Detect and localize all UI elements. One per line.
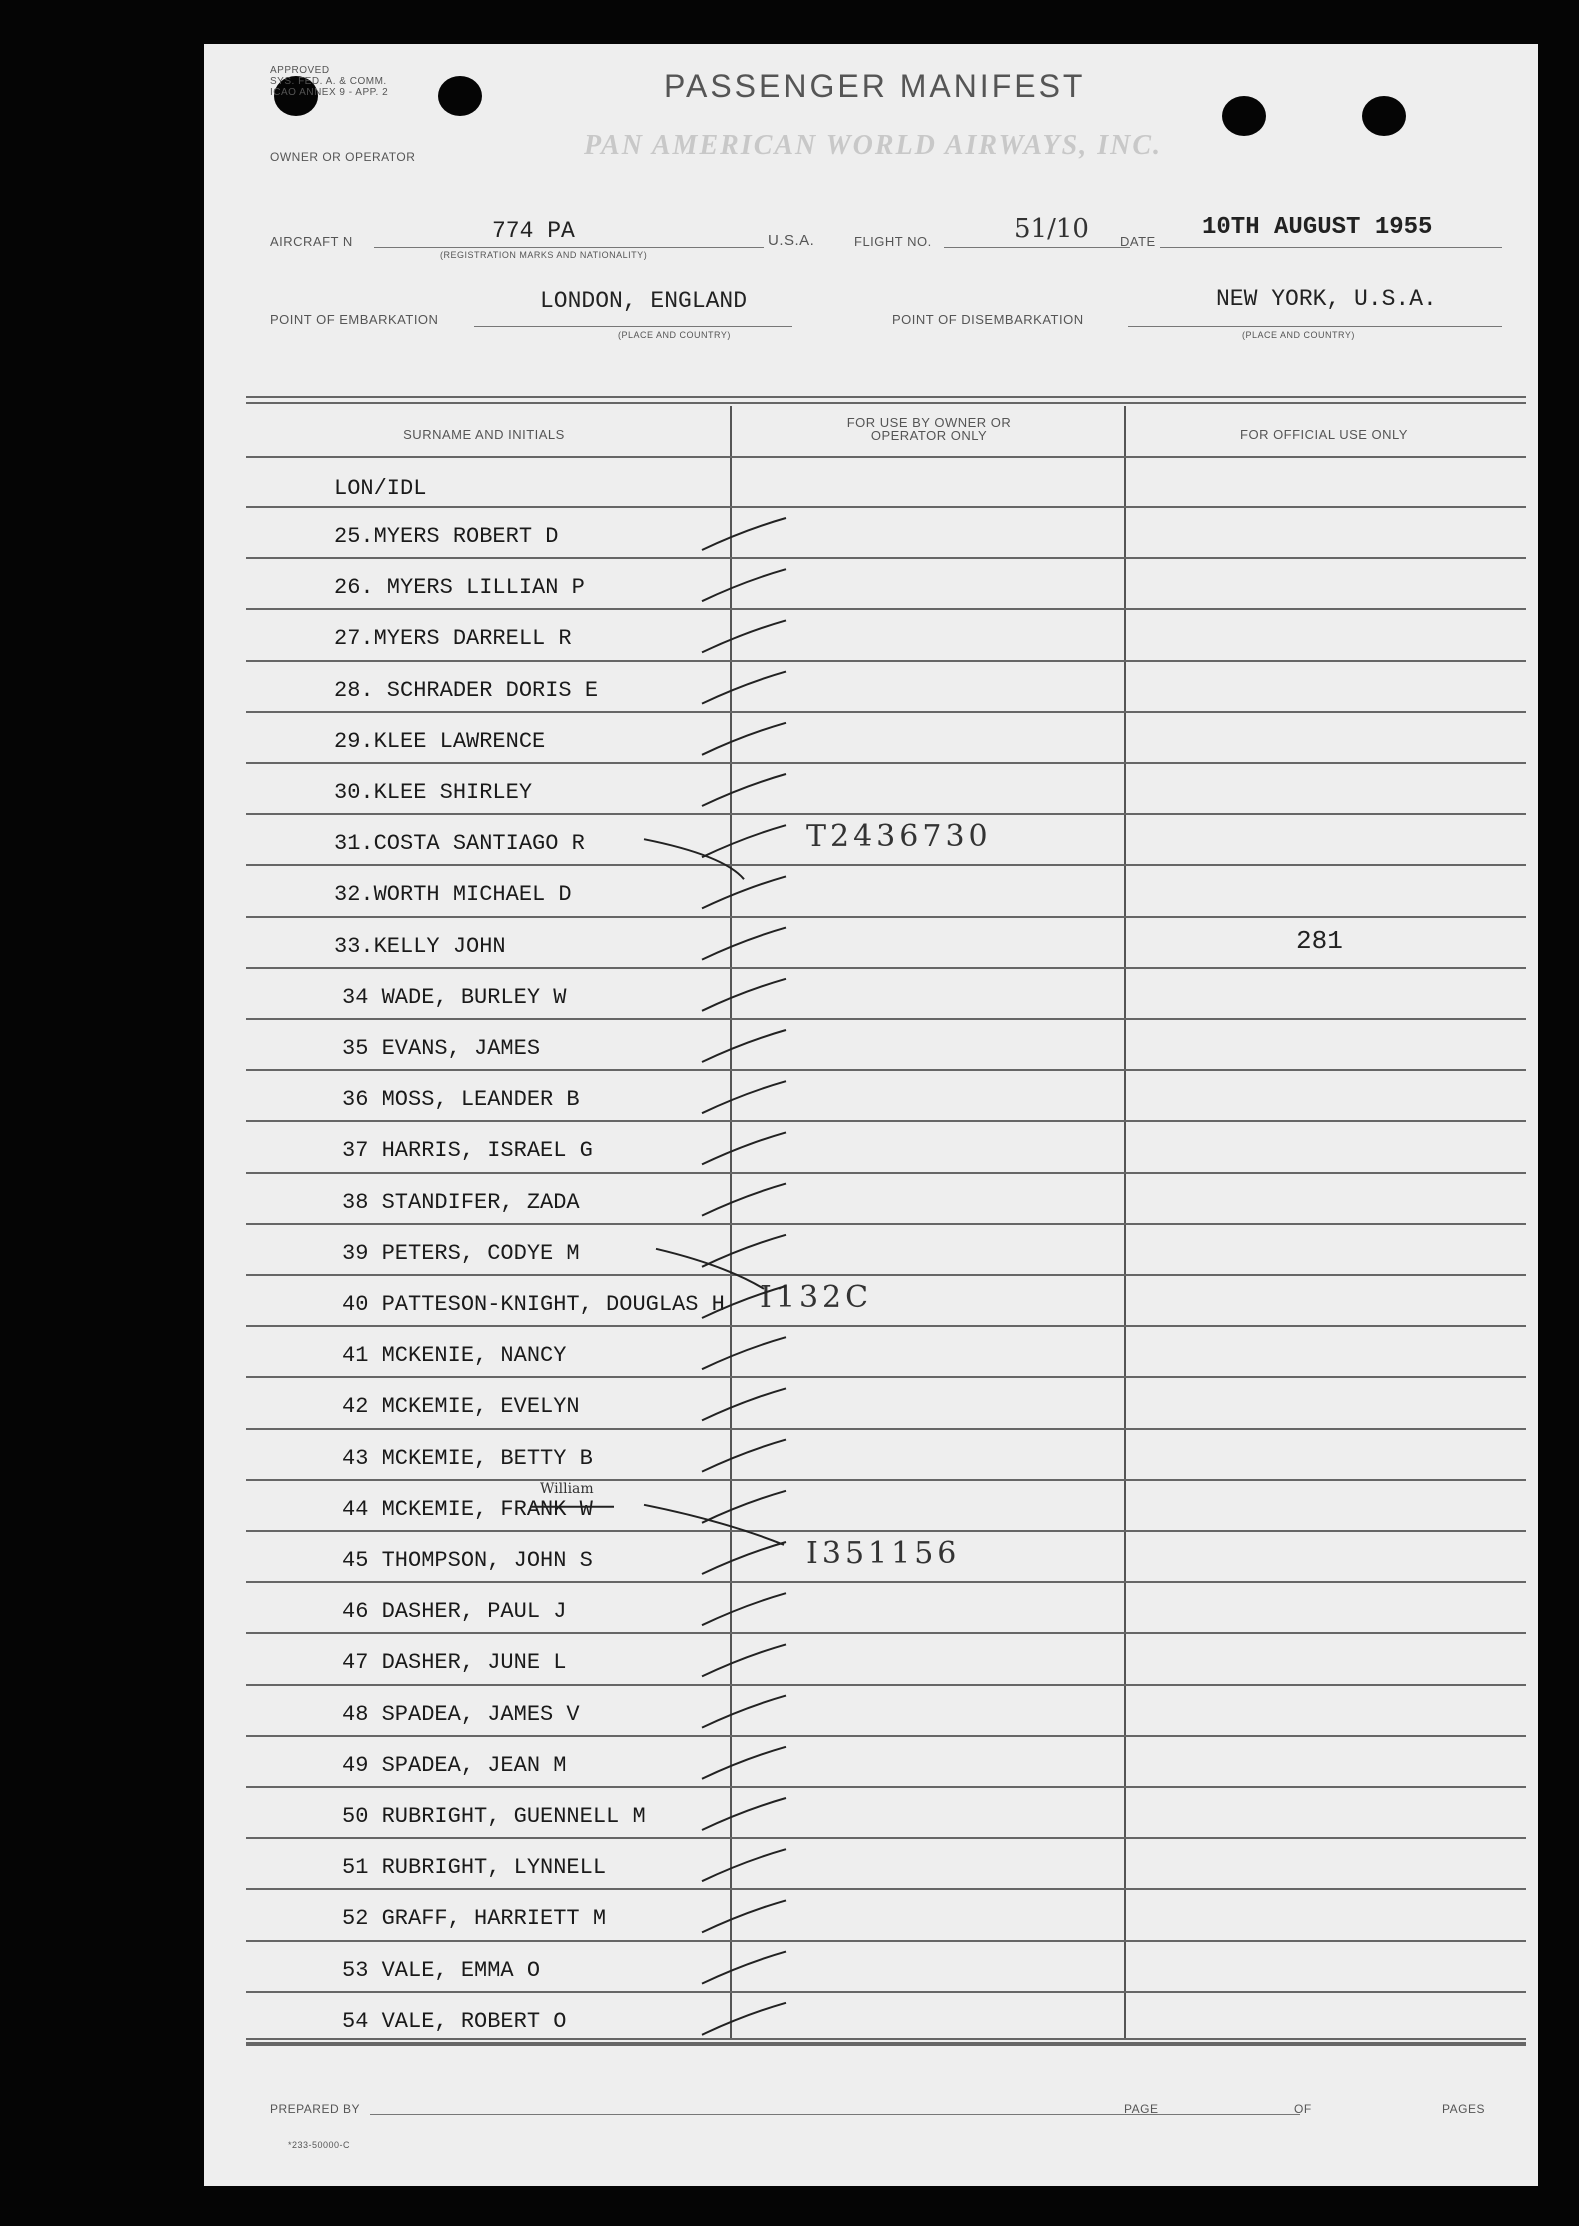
route-code: LON/IDL <box>334 476 427 501</box>
passenger-name: 43 MCKEMIE, BETTY B <box>342 1445 593 1471</box>
check-tick <box>702 1030 786 1062</box>
passenger-name: 42 MCKEMIE, EVELYN <box>342 1394 580 1420</box>
passenger-name: 53 VALE, EMMA O <box>342 1957 541 1983</box>
disembark-caption: (PLACE AND COUNTRY) <box>1242 330 1355 340</box>
check-tick <box>702 569 786 601</box>
passenger-name: 52 GRAFF, HARRIETT M <box>342 1906 607 1932</box>
aircraft-value: 774 PA <box>492 218 575 244</box>
pages-label: PAGES <box>1442 2102 1485 2116</box>
passenger-name: 29.KLEE LAWRENCE <box>334 728 546 754</box>
passenger-name: 39 PETERS, CODYE M <box>342 1240 580 1266</box>
embark-caption: (PLACE AND COUNTRY) <box>618 330 731 340</box>
check-tick <box>702 825 786 857</box>
passenger-name: 27.MYERS DARRELL R <box>334 626 572 652</box>
check-tick <box>702 1132 786 1164</box>
prepared-by-label: PREPARED BY <box>270 2102 360 2116</box>
passenger-name: 47 DASHER, JUNE L <box>342 1650 567 1676</box>
handwritten-correction: William <box>540 1480 594 1497</box>
check-tick <box>702 979 786 1011</box>
passenger-name: 26. MYERS LILLIAN P <box>334 575 585 601</box>
form-number: *233-50000-C <box>288 2140 351 2150</box>
owner-note: I351156 <box>806 1536 961 1571</box>
connector-stroke <box>656 1249 764 1289</box>
date-value: 10TH AUGUST 1955 <box>1202 214 1433 241</box>
column-header-owner: FOR USE BY OWNER OR OPERATOR ONLY <box>846 415 1012 443</box>
check-tick <box>702 876 786 908</box>
operator-name: PAN AMERICAN WORLD AIRWAYS, INC. <box>584 130 1163 161</box>
passenger-name: 46 DASHER, PAUL J <box>342 1599 567 1625</box>
date-label: DATE <box>1120 234 1156 249</box>
usa-label: U.S.A. <box>768 232 815 249</box>
passenger-name: 28. SCHRADER DORIS E <box>334 677 599 703</box>
column-header-name: SURNAME AND INITIALS <box>403 427 565 442</box>
approval-stamp-line: APPROVED <box>270 65 330 76</box>
owner-note: T2436730 <box>806 819 992 855</box>
check-tick <box>702 1286 786 1318</box>
check-tick <box>702 1798 786 1830</box>
passenger-name: 36 MOSS, LEANDER B <box>342 1087 580 1113</box>
check-tick <box>702 928 786 960</box>
column-header-official: FOR OFFICIAL USE ONLY <box>1240 427 1408 442</box>
passenger-name: 31.COSTA SANTIAGO R <box>334 831 585 857</box>
form-title: PASSENGER MANIFEST <box>664 68 1086 104</box>
passenger-name: 25.MYERS ROBERT D <box>334 524 559 549</box>
page-label: PAGE <box>1124 2102 1159 2116</box>
flight-value: 51/10 <box>1014 214 1089 244</box>
passenger-name: 44 MCKEMIE, FRANK W <box>342 1496 593 1522</box>
check-tick <box>702 1952 786 1984</box>
registration-caption: (REGISTRATION MARKS AND NATIONALITY) <box>440 250 648 260</box>
official-note: 281 <box>1296 925 1343 956</box>
check-tick <box>702 620 786 652</box>
aircraft-label: AIRCRAFT N <box>270 234 353 249</box>
check-tick <box>702 1747 786 1779</box>
embark-value: LONDON, ENGLAND <box>540 288 748 314</box>
owner-note: I132C <box>760 1280 873 1315</box>
check-tick <box>702 1388 786 1420</box>
check-tick <box>702 1184 786 1216</box>
passenger-name: 38 STANDIFER, ZADA <box>342 1189 580 1215</box>
passenger-name: 48 SPADEA, JAMES V <box>342 1701 580 1727</box>
check-tick <box>702 1542 786 1574</box>
passenger-name: 30.KLEE SHIRLEY <box>334 780 533 805</box>
passenger-name: 45 THOMPSON, JOHN S <box>342 1548 593 1573</box>
passenger-name: 32.WORTH MICHAEL D <box>334 882 572 908</box>
passenger-name: 50 RUBRIGHT, GUENNELL M <box>342 1804 646 1829</box>
passenger-name: 35 EVANS, JAMES <box>342 1036 541 1061</box>
passenger-name: 54 VALE, ROBERT O <box>342 2008 567 2034</box>
check-tick <box>702 518 786 550</box>
passenger-name: 51 RUBRIGHT, LYNNELL <box>342 1855 607 1881</box>
check-tick <box>702 1235 786 1267</box>
check-tick <box>702 2003 786 2035</box>
check-tick <box>702 1644 786 1676</box>
check-tick <box>702 1337 786 1369</box>
manifest-sheet <box>204 44 1538 2186</box>
check-tick <box>702 1081 786 1113</box>
disembark-label: POINT OF DISEMBARKATION <box>892 312 1084 327</box>
owner-label: OWNER OR OPERATOR <box>270 150 416 164</box>
check-tick <box>702 774 786 806</box>
check-tick <box>702 1440 786 1472</box>
check-tick <box>702 672 786 704</box>
passenger-name: 40 PATTESON-KNIGHT, DOUGLAS H <box>342 1292 725 1317</box>
check-tick <box>702 1696 786 1728</box>
check-tick <box>702 1491 786 1523</box>
check-marks <box>204 44 1538 2186</box>
passenger-name: 34 WADE, BURLEY W <box>342 984 567 1010</box>
passenger-name: 33.KELLY JOHN <box>334 933 506 959</box>
approval-stamp-line: ICAO ANNEX 9 - APP. 2 <box>270 87 389 98</box>
connector-stroke <box>644 1505 784 1545</box>
check-tick <box>702 1849 786 1881</box>
flight-label: FLIGHT NO. <box>854 234 932 249</box>
passenger-name: 41 MCKENIE, NANCY <box>342 1343 567 1369</box>
check-tick <box>702 1900 786 1932</box>
embark-label: POINT OF EMBARKATION <box>270 312 439 327</box>
disembark-value: NEW YORK, U.S.A. <box>1216 286 1437 312</box>
passenger-name: 49 SPADEA, JEAN M <box>342 1752 567 1778</box>
approval-stamp-line: SYS. FED. A. & COMM. <box>270 76 387 87</box>
passenger-name: 37 HARRIS, ISRAEL G <box>342 1138 593 1164</box>
of-label: OF <box>1294 2102 1312 2116</box>
check-tick <box>702 1593 786 1625</box>
check-tick <box>702 723 786 755</box>
